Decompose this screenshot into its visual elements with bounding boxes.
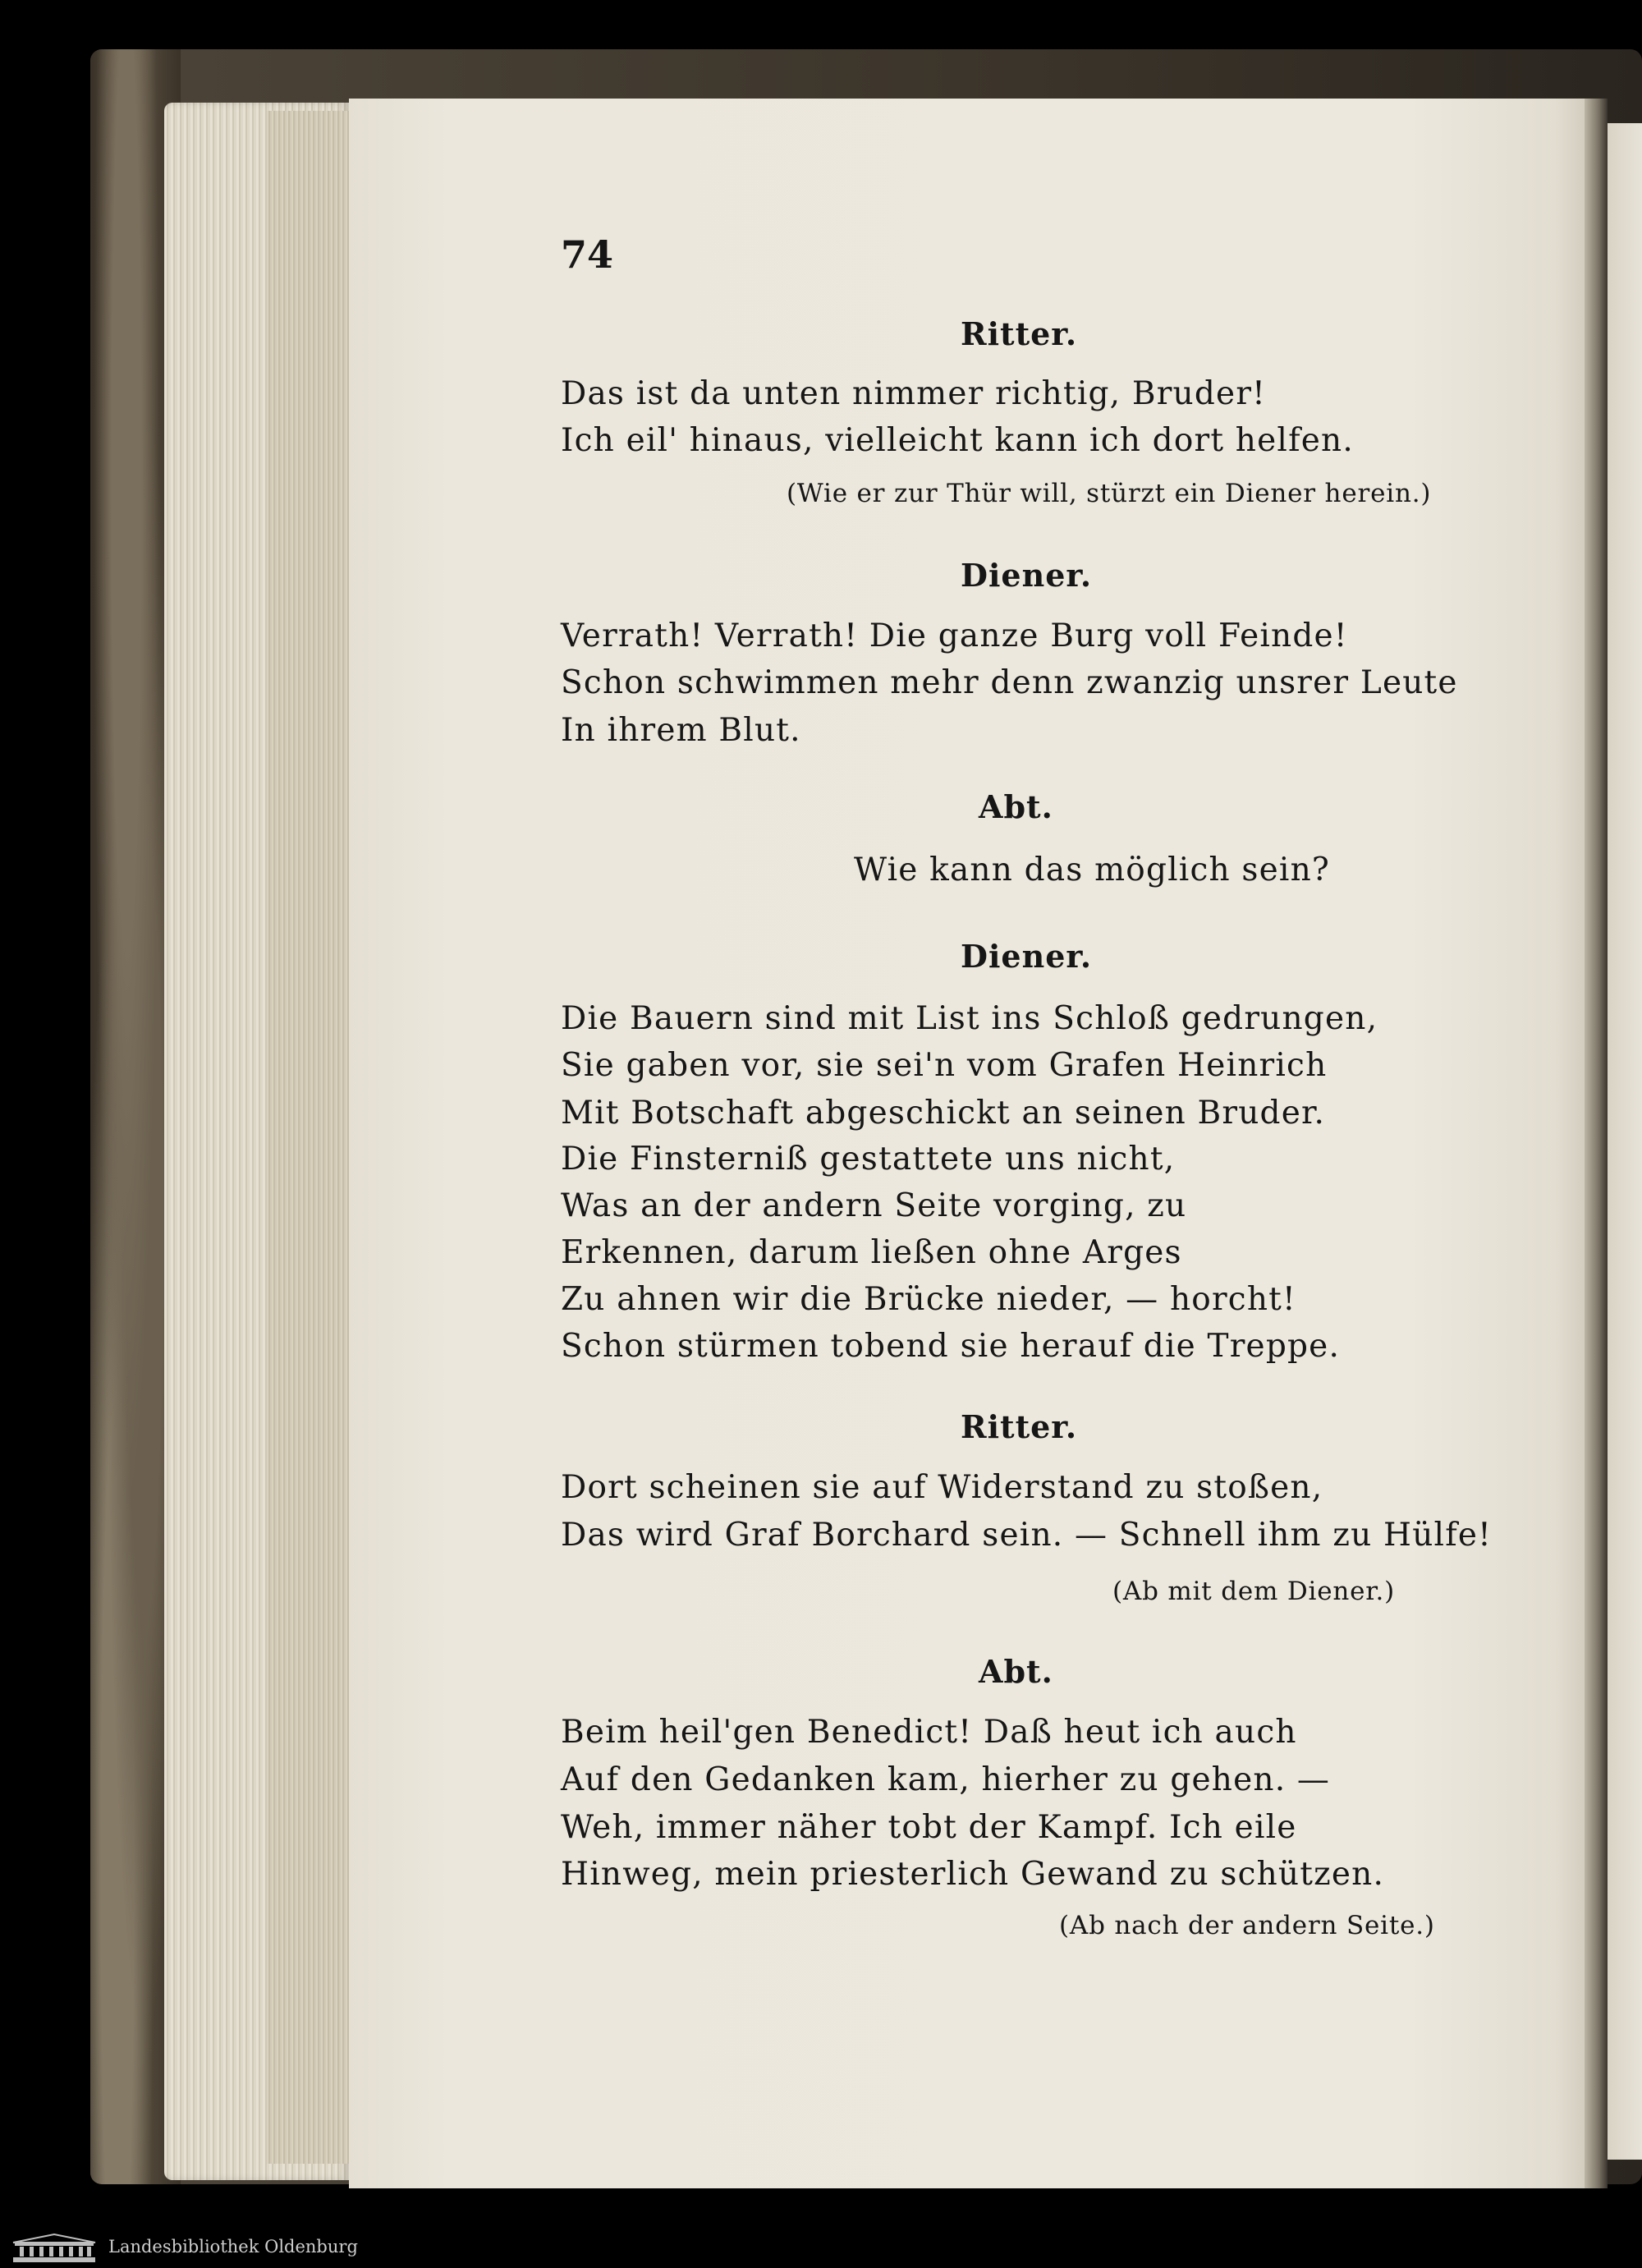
verse-line: Die Bauern sind mit List ins Schloß gedrungen, bbox=[561, 1000, 1378, 1037]
verse-line: Das wird Graf Borchard sein. — Schnell ihm zu Hülfe! bbox=[561, 1517, 1492, 1554]
verse-line: Beim heil'gen Benedict! Daß heut ich auch bbox=[561, 1714, 1297, 1751]
page-number: 74 bbox=[561, 232, 614, 277]
verse-line: Verrath! Verrath! Die ganze Burg voll Feinde! bbox=[561, 618, 1348, 654]
speaker-name: Ritter. bbox=[961, 1408, 1078, 1445]
speaker-name: Ritter. bbox=[961, 315, 1078, 352]
speaker-name: Abt. bbox=[979, 1653, 1053, 1690]
verse-line: In ihrem Blut. bbox=[561, 712, 801, 749]
verse-line: Schon schwimmen mehr denn zwanzig unsrer Leute bbox=[561, 664, 1458, 701]
verse-line: Wie kann das möglich sein? bbox=[854, 852, 1331, 888]
verse-line: Das ist da unten nimmer richtig, Bruder! bbox=[561, 375, 1267, 412]
verse-line: Ich eil' hinaus, vielleicht kann ich dort helfen. bbox=[561, 422, 1354, 459]
verse-line: Dort scheinen sie auf Widerstand zu stoßen, bbox=[561, 1469, 1323, 1506]
stage-direction: (Ab nach der andern Seite.) bbox=[1059, 1911, 1435, 1940]
verse-line: Auf den Gedanken kam, hierher zu gehen. — bbox=[561, 1761, 1331, 1798]
verse-line: Weh, immer näher tobt der Kampf. Ich eile bbox=[561, 1809, 1297, 1846]
verse-line: Zu ahnen wir die Brücke nieder, — horcht! bbox=[561, 1281, 1296, 1318]
stage-direction: (Ab mit dem Diener.) bbox=[1112, 1577, 1396, 1606]
speaker-name: Abt. bbox=[979, 788, 1053, 825]
verse-line: Was an der andern Seite vorging, zu bbox=[561, 1187, 1187, 1224]
verse-line: Die Finsterniß gestattete uns nicht, bbox=[561, 1141, 1176, 1178]
verse-line: Sie gaben vor, sie sei'n vom Grafen Heinrich bbox=[561, 1047, 1328, 1084]
verse-line: Schon stürmen tobend sie herauf die Treppe. bbox=[561, 1328, 1341, 1365]
verse-line: Hinweg, mein priesterlich Gewand zu schützen. bbox=[561, 1856, 1385, 1893]
stage-direction: (Wie er zur Thür will, stürzt ein Diener herein.) bbox=[787, 479, 1432, 508]
verse-line: Erkennen, darum ließen ohne Arges bbox=[561, 1234, 1182, 1271]
speaker-name: Diener. bbox=[961, 938, 1093, 975]
library-building-icon bbox=[11, 2233, 97, 2264]
verse-line: Mit Botschaft abgeschickt an seinen Bruder. bbox=[561, 1095, 1326, 1132]
library-name: Landesbibliothek Oldenburg bbox=[108, 2237, 358, 2257]
speaker-name: Diener. bbox=[961, 557, 1093, 594]
